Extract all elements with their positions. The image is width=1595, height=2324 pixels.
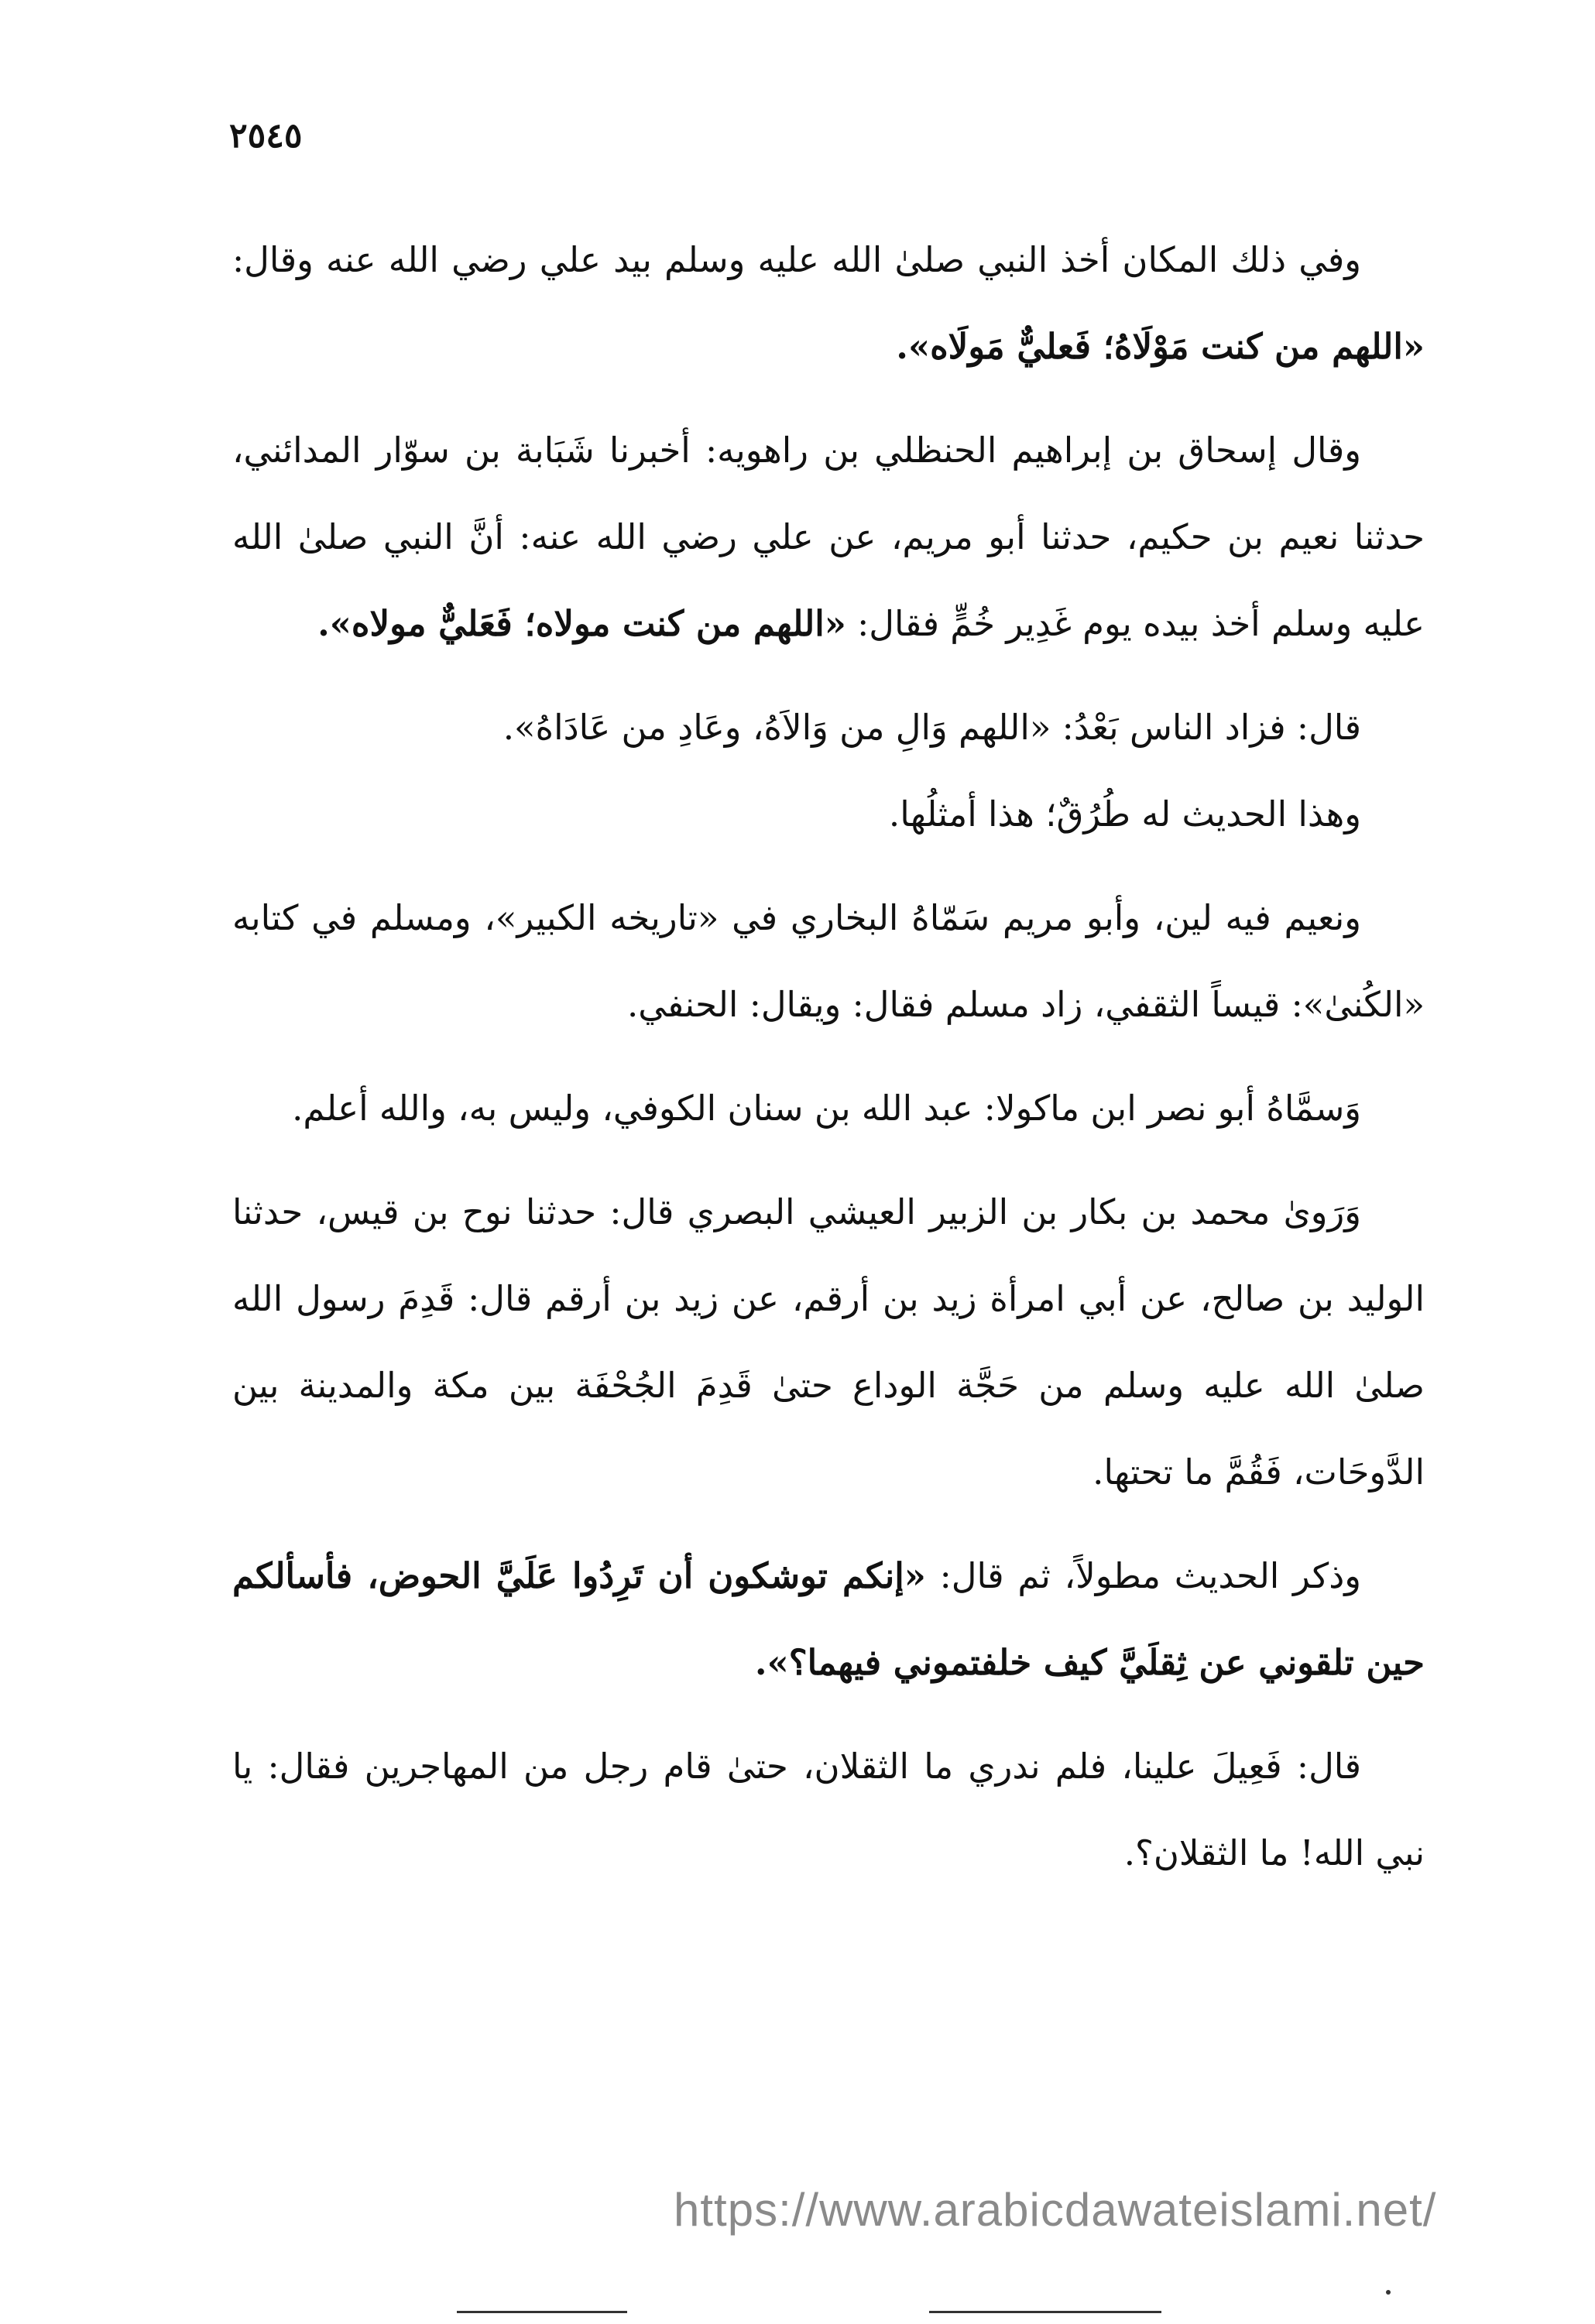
hadith-quote: «اللهم من كنت مولاه؛ فَعَليٌّ مولاه». — [317, 603, 846, 644]
paragraph-text: قال: فَعِيلَ علينا، فلم ندري ما الثقلان، حتىٰ قام رجل من المهاجرين فقال: يا نبي الله! ما الثقلان؟. — [232, 1746, 1425, 1873]
paragraph — [232, 1533, 1425, 1706]
paragraph — [232, 407, 1425, 667]
paragraph-text: وفي ذلك المكان أخذ النبي صلىٰ الله عليه وسلم بيد علي رضي الله عنه وقال: — [232, 239, 1361, 280]
hadith-quote: «اللهم من كنت مَوْلَاهُ؛ فَعليٌّ مَولَاه». — [896, 326, 1425, 367]
paragraph — [232, 771, 1425, 858]
hadith-quote: «إنكم توشكون أن تَرِدُوا عَلَيَّ الحوض، فأسألكم حين تلقوني عن ثِقلَيَّ كيف خلفتموني فيهما؟». — [232, 1555, 1425, 1683]
footer-rule — [929, 2311, 1161, 2313]
scan-speck — [1386, 2290, 1391, 2295]
watermark-url: https://www.arabicdawateislami.net/ — [674, 2184, 1437, 2236]
paragraph — [232, 1723, 1425, 1897]
paragraph-text: وقال إسحاق بن إبراهيم الحنظلي بن راهويه: أخبرنا شَبَابة بن سوّار المدائني، حدثنا نعيم بن حكيم، حدثنا أبو مريم، عن علي رضي الله عنه: أنَّ النبي صلىٰ الله عليه وسلم أخذ بيده يوم غَدِير خُمٍّ فقال: — [232, 430, 1425, 644]
paragraph-text: ونعيم فيه لين، وأبو مريم سَمّاهُ البخاري في «تاريخه الكبير»، ومسلم في كتابه «الكُنىٰ»: قيساً الثقفي، زاد مسلم فقال: ويقال: الحنفي. — [232, 897, 1425, 1025]
paragraph-text: وَرَوىٰ محمد بن بكار بن الزبير العيشي البصري قال: حدثنا نوح بن قيس، حدثنا الوليد بن صالح، عن أبي امرأة زيد بن أرقم، عن زيد بن أرقم قال: قَدِمَ رسول الله صلىٰ الله عليه وسلم من حَجَّة الوداع حتىٰ قَدِمَ الجُحْفَة بين مكة والمدينة بين الدَّوحَات، فَقُمَّ ما تحتها. — [232, 1191, 1425, 1493]
paragraph-text: قال: فزاد الناس بَعْدُ: «اللهم وَالِ من وَالاَهُ، وعَادِ من عَادَاهُ». — [503, 707, 1361, 748]
paragraph — [232, 1065, 1425, 1152]
paragraph — [232, 684, 1425, 771]
paragraph-text: وذكر الحديث مطولاً، ثم قال: — [925, 1555, 1361, 1596]
body-text — [232, 217, 1425, 1914]
paragraph — [232, 875, 1425, 1048]
page-number: ٢٥٤٥ — [229, 116, 303, 156]
paragraph-text: وهذا الحديث له طُرُقٌ؛ هذا أمثلُها. — [888, 794, 1361, 835]
paragraph — [232, 217, 1425, 390]
paragraph-text: وَسمَّاهُ أبو نصر ابن ماكولا: عبد الله بن سنان الكوفي، وليس به، والله أعلم. — [292, 1088, 1361, 1129]
paragraph — [232, 1169, 1425, 1516]
footer-rule — [457, 2311, 627, 2313]
